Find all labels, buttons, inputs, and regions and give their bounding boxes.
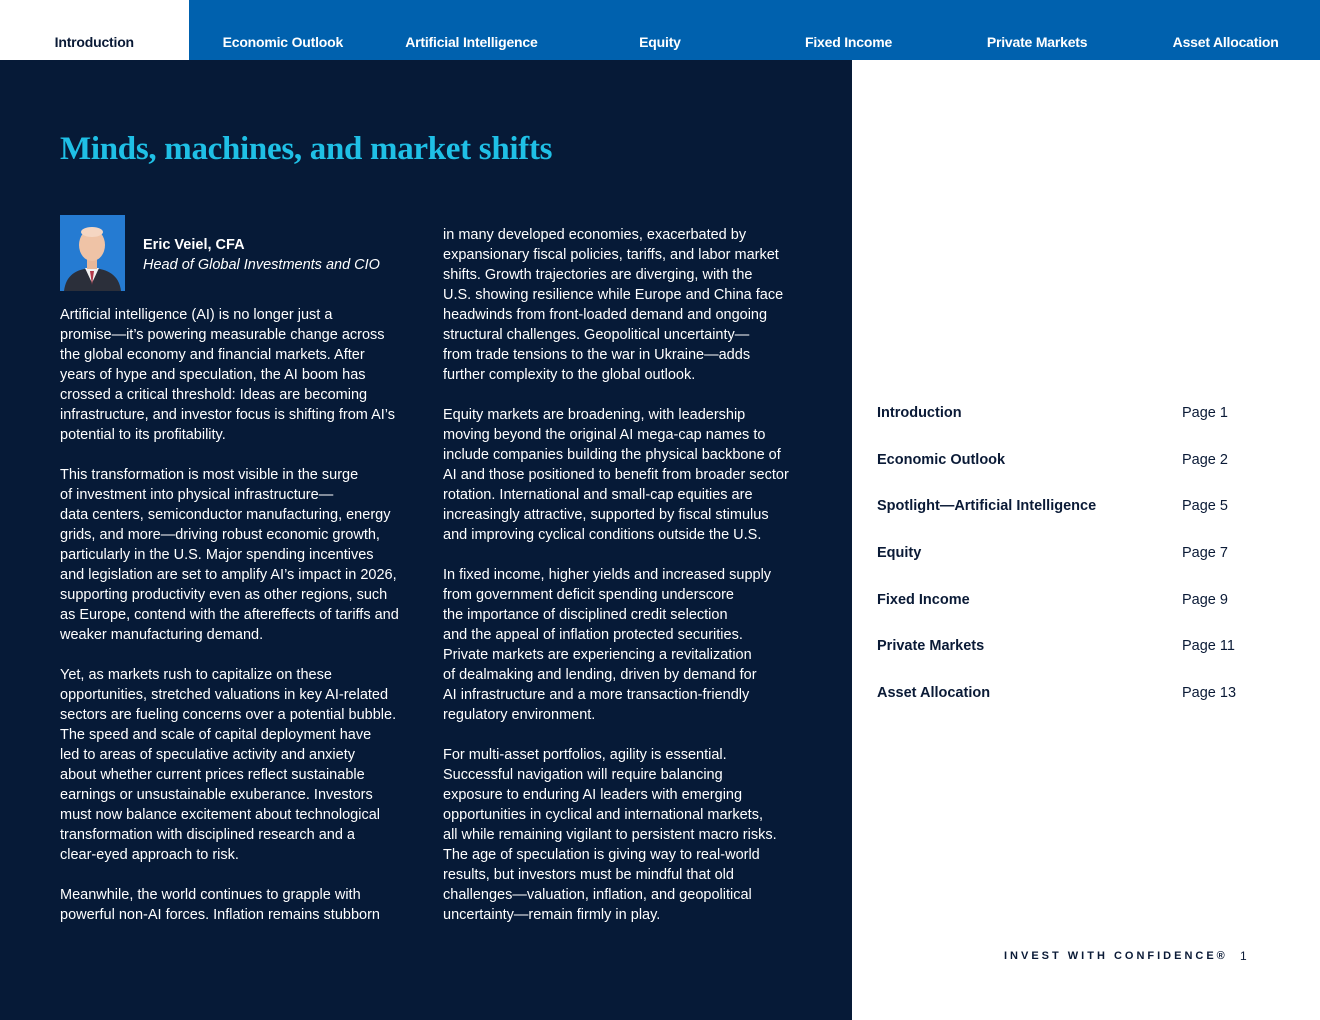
author-name: Eric Veiel, CFA <box>143 237 245 253</box>
paragraph: Yet, as markets rush to capitalize on these opportunities, stretched valuations in key AI-related sectors are fueling concerns over a potential bubble. The speed and scale of capital deployment have led to areas of speculative activity and anxiety about whether current prices reflect sustainable earnings or unsustainable exuberance. Investors must now balance excitement about technological transformation with disciplined research and a clear-eyed approach to risk. <box>60 667 397 863</box>
toc-page: Page 13 <box>1182 685 1237 701</box>
paragraph: Artificial intelligence (AI) is no longer just a promise—it’s powering measurable change across the global economy and financial markets. After years of hype and speculation, the AI boom has crossed a critical threshold: Ideas are becoming infrastructure, and investor focus is shifting from AI’s potential to its profitability. <box>60 307 395 443</box>
toc-label: Equity <box>877 545 922 561</box>
tab-asset-allocation[interactable]: Asset Allocation <box>1172 34 1279 50</box>
toc-page: Page 2 <box>1182 452 1228 468</box>
toc-sidebar <box>852 60 1320 1020</box>
tab-private-markets[interactable]: Private Markets <box>986 34 1088 50</box>
toc-item-fixed-income[interactable] <box>877 592 1257 614</box>
page-title: Minds, machines, and market shifts <box>60 131 553 167</box>
toc-item-private-markets[interactable] <box>877 638 1257 660</box>
toc-item-introduction[interactable] <box>877 405 1257 427</box>
avatar <box>60 215 125 291</box>
toc-page: Page 5 <box>1182 498 1228 514</box>
toc-label: Economic Outlook <box>877 452 1006 468</box>
toc-item-asset-allocation[interactable] <box>877 685 1257 707</box>
paragraph: Meanwhile, the world continues to grapple with powerful non-AI forces. Inflation remains stubborn <box>60 887 380 923</box>
toc-label: Private Markets <box>877 638 985 654</box>
page-number: 1 <box>1240 949 1247 963</box>
toc-label: Spotlight—Artificial Intelligence <box>877 498 1097 514</box>
article-column-1 <box>60 305 430 945</box>
tab-economic-outlook[interactable]: Economic Outlook <box>222 34 344 50</box>
tab-fixed-income[interactable]: Fixed Income <box>804 34 893 50</box>
top-nav <box>0 0 1320 60</box>
toc-label: Fixed Income <box>877 592 970 608</box>
tab-introduction[interactable]: Introduction <box>0 0 189 60</box>
toc-page: Page 1 <box>1182 405 1228 421</box>
author-photo <box>60 215 125 291</box>
toc-label: Asset Allocation <box>877 685 991 701</box>
toc-page: Page 11 <box>1182 638 1235 654</box>
toc-label: Introduction <box>877 405 962 421</box>
paragraph: For multi-asset portfolios, agility is essential. Successful navigation will require balancing exposure to enduring AI leaders with emerging opportunities in cyclical and international markets, all while remaining vigilant to persistent macro risks. The age of speculation is giving way to real-world results, but investors must be mindful that old challenges—valuation, inflation, and geopolitical uncertainty—remain firmly in play. <box>443 747 777 923</box>
toc-page: Page 9 <box>1182 592 1228 608</box>
paragraph: Equity markets are broadening, with leadership moving beyond the original AI mega-cap names to include companies building the physical backbone of AI and those positioned to benefit from broader sector rotation. International and small-cap equities are increasingly attractive, supported by fiscal stimulus and improving cyclical conditions outside the U.S. <box>443 407 789 543</box>
paragraph: This transformation is most visible in the surge of investment into physical infrastructure— data centers, semiconductor manufacturing, energy grids, and more—driving robust economic growth, particularly in the U.S. Major spending incentives and legislation are set to amplify AI’s impact in 2026, supporting productivity even as other regions, such as Europe, contend with the aftereffects of tariffs and weaker manufacturing demand. <box>60 467 399 643</box>
tab-artificial-intelligence[interactable]: Artificial Intelligence <box>405 34 538 50</box>
paragraph: in many developed economies, exacerbated by expansionary fiscal policies, tariffs, and labor market shifts. Growth trajectories are diverging, with the U.S. showing resilience while Europe and China face headwinds from front-loaded demand and ongoing structural challenges. Geopolitical uncertainty— from trade tensions to the war in Ukraine—adds further complexity to the global outlook. <box>443 227 784 383</box>
toc-item-economic-outlook[interactable] <box>877 452 1257 474</box>
article-panel <box>0 60 852 1020</box>
footer-tagline: INVEST WITH CONFIDENCE® <box>1004 950 1228 962</box>
article-column-2 <box>443 225 813 945</box>
toc-item-spotlight-ai[interactable] <box>877 498 1257 520</box>
tab-equity[interactable]: Equity <box>639 34 681 50</box>
author-role: Head of Global Investments and CIO <box>143 257 380 273</box>
toc-page: Page 7 <box>1182 545 1228 561</box>
toc-item-equity[interactable] <box>877 545 1257 567</box>
paragraph: In fixed income, higher yields and increased supply from government deficit spending underscore the importance of disciplined credit selection and the appeal of inflation protected securities. Private markets are experiencing a revitalization of dealmaking and lending, driven by demand for AI infrastructure and a more transaction-friendly regulatory environment. <box>443 567 772 723</box>
